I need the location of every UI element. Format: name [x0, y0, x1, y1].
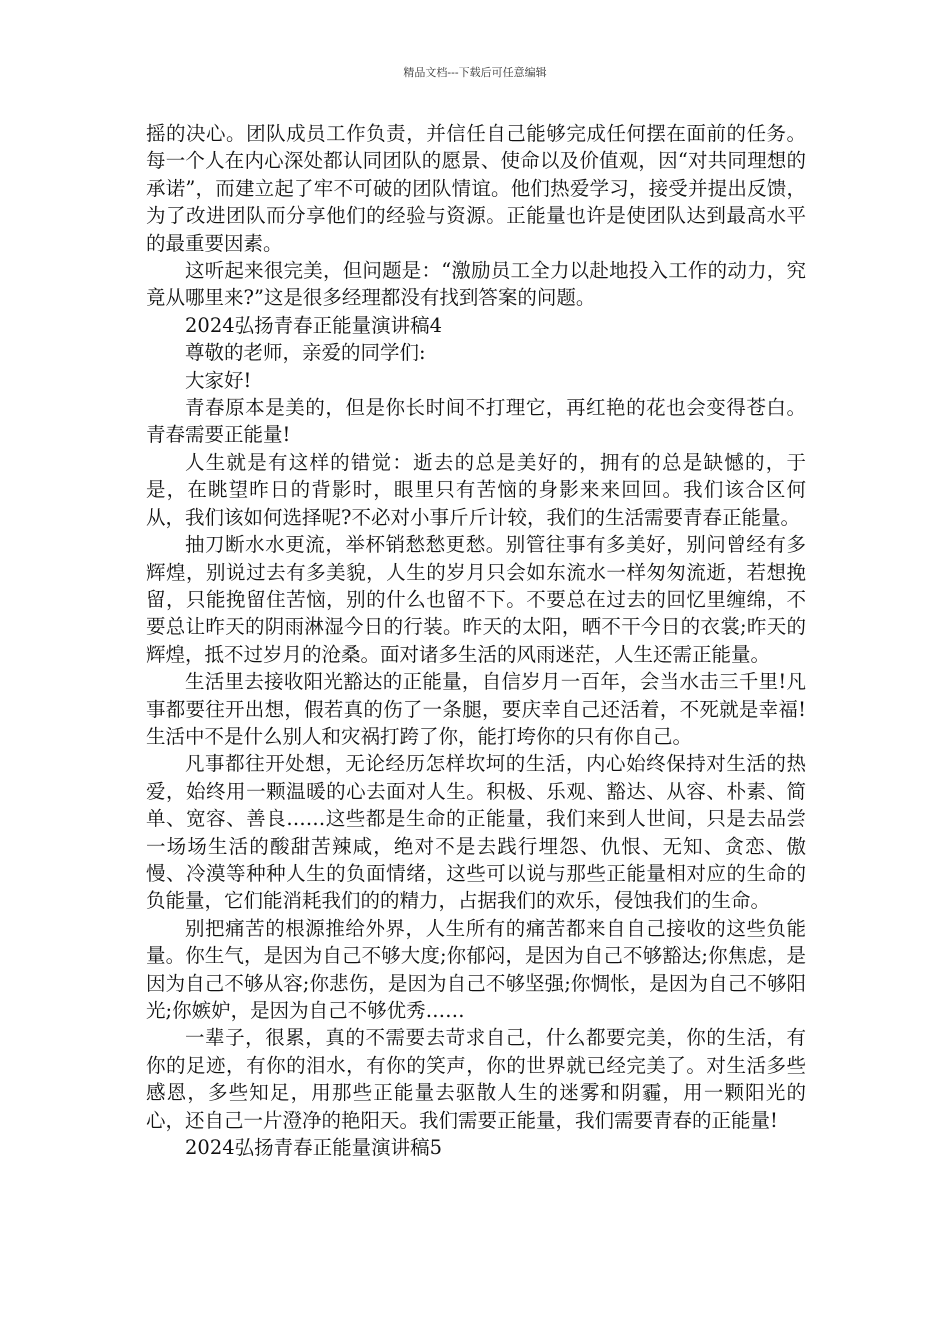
greeting: 大家好!	[185, 368, 252, 392]
paragraph: 青春原本是美的，但是你长时间不打理它，再红艳的花也会变得苍白。青春需要正能量!	[146, 396, 806, 447]
document-body	[146, 120, 806, 1161]
page-header: 精品文档---下载后可任意编辑	[403, 66, 547, 79]
paragraph: 别把痛苦的根源推给外界，人生所有的痛苦都来自自己接收的这些负能量。你生气，是因为自己不够大度;你郁闷，是因为自己不够豁达;你焦虑，是因为自己不够从容;你悲伤，是因为自己不够坚强;你惆怅，是因为自己不够阳光;你嫉妒，是因为自己不够优秀……	[146, 916, 806, 1022]
salutation: 尊敬的老师，亲爱的同学们:	[185, 341, 426, 365]
paragraph: 凡事都往开处想，无论经历怎样坎坷的生活，内心始终保持对生活的热爱，始终用一颗温暖的心去面对人生。积极、乐观、豁达、从容、朴素、简单、宽容、善良……这些都是生命的正能量，我们来到人世间，只是去品尝一场场生活的酸甜苦辣咸，绝对不是去践行埋怨、仇恨、无知、贪恋、傲慢、冷漠等种种人生的负面情绪，这些可以说与那些正能量相对应的生命的负能量，它们能消耗我们的的精力，占据我们的欢乐，侵蚀我们的生命。	[146, 752, 806, 913]
section-heading: 2024弘扬青春正能量演讲稿4	[185, 313, 443, 337]
section-heading: 2024弘扬青春正能量演讲稿5	[185, 1136, 443, 1160]
paragraph: 人生就是有这样的错觉：逝去的总是美好的，拥有的总是缺憾的，于是，在眺望昨日的背影时，眼里只有苦恼的身影来来回回。我们该合区何从，我们该如何选择呢?不必对小事斤斤计较，我们的生活需要青春正能量。	[146, 450, 806, 529]
paragraph: 抽刀断水水更流，举杯销愁愁更愁。别管往事有多美好，别问曾经有多辉煌，别说过去有多美貌，人生的岁月只会如东流水一样匆匆流逝，若想挽留，只能挽留住苦恼，别的什么也留不下。不要总在过去的回忆里缠绵，不要总让昨天的阴雨淋湿今日的行装。昨天的太阳，晒不干今日的衣裳;昨天的辉煌，抵不过岁月的沧桑。面对诸多生活的风雨迷茫，人生还需正能量。	[146, 533, 806, 666]
paragraph: 生活里去接收阳光豁达的正能量，自信岁月一百年，会当水击三千里!凡事都要往开出想，假若真的伤了一条腿，要庆幸自己还活着，不死就是幸福!生活中不是什么别人和灾祸打跨了你，能打垮你的只有你自己。	[146, 670, 806, 748]
paragraph: 摇的决心。团队成员工作负责，并信任自己能够完成任何摆在面前的任务。每一个人在内心深处都认同团队的愿景、使命以及价值观，因“对共同理想的承诺”，而建立起了牢不可破的团队情谊。他们热爱学习，接受并提出反馈，为了改进团队而分享他们的经验与资源。正能量也许是使团队达到最高水平的最重要因素。	[146, 122, 806, 255]
paragraph: 这听起来很完美，但问题是：“激励员工全力以赴地投入工作的动力，究竟从哪里来?”这是很多经理都没有找到答案的问题。	[146, 259, 806, 310]
paragraph: 一辈子，很累，真的不需要去苛求自己，什么都要完美，你的生活，有你的足迹，有你的泪水，有你的笑声，你的世界就已经完美了。对生活多些感恩，多些知足，用那些正能量去驱散人生的迷雾和阴霾，用一颗阳光的心，还自己一片澄净的艳阳天。我们需要正能量，我们需要青春的正能量!	[146, 1026, 806, 1132]
